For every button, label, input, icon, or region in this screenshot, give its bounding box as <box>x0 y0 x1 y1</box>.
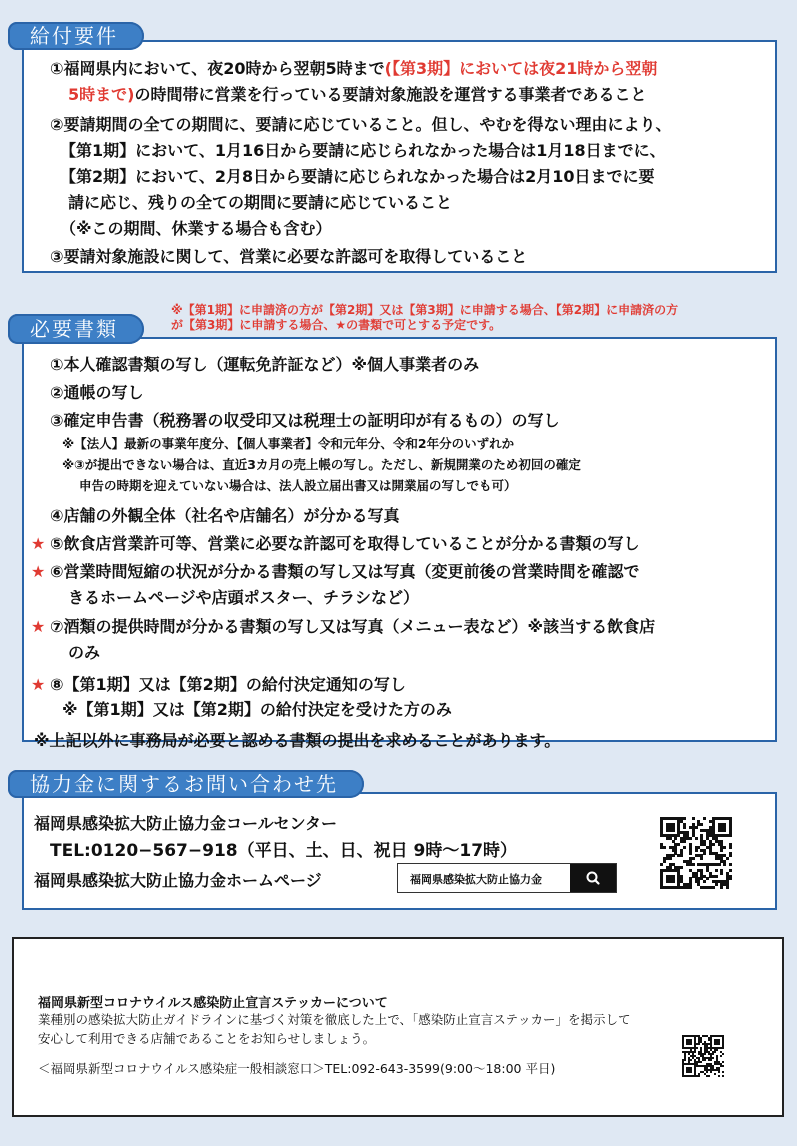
qr-module <box>683 846 686 849</box>
document-8: ★ ⑧【第1期】又は【第2期】の給付決定通知の写し <box>50 672 406 698</box>
qr-module <box>706 877 709 880</box>
qr-module <box>698 1043 700 1045</box>
qr-module <box>674 837 677 840</box>
document-1: ①本人確認書類の写し（運転免許証など）※個人事業者のみ <box>50 355 480 374</box>
qr-module <box>729 846 732 849</box>
qr-module <box>680 866 683 869</box>
sticker-text-1: 業種別の感染拡大防止ガイドラインに基づく対策を徹底した上で、「感染防止宣言ステッカー」を掲示して <box>38 1012 631 1027</box>
document-6-cont: きるホームページや店頭ポスター、チラシなど） <box>68 588 420 607</box>
documents-note: ※【第1期】に申請済の方が【第2期】又は【第3期】に申請する場合、【第2期】に申請済の方 が【第3期】に申請する場合、★の書類で可とする予定です。 <box>171 303 679 332</box>
homepage-search[interactable] <box>397 863 617 893</box>
qr-module <box>723 846 726 849</box>
qr-module <box>729 877 732 880</box>
qr-module <box>718 1075 720 1077</box>
contact-tab: 協力金に関するお問い合わせ先 <box>8 770 364 798</box>
requirement-2-l2: 【第1期】において、1月16日から要請に応じられなかった場合は1月18日までに、 <box>60 141 666 160</box>
qr-module <box>712 1053 714 1055</box>
qr-module <box>722 1047 724 1049</box>
qr-module <box>729 869 732 872</box>
document-4: ④店舗の外観全体（社名や店舗名）が分かる写真 <box>50 506 400 525</box>
qr-module <box>663 860 666 863</box>
qr-module <box>720 1055 722 1057</box>
qr-code-contact <box>660 817 732 889</box>
sticker-text-3: ＜福岡県新型コロナウイルス感染症一般相談窓口＞TEL:092-643-3599(9:00〜18:00 平日) <box>38 1061 556 1076</box>
qr-module <box>683 826 686 829</box>
qr-module <box>715 883 718 886</box>
document-3-note-1: ※【法人】最新の事業年度分、【個人事業者】令和元年分、令和2年分のいずれか <box>62 436 515 451</box>
qr-module <box>684 1059 686 1061</box>
qr-module <box>692 817 695 820</box>
requirement-2-l3: 【第2期】において、2月8日から要請に応じられなかった場合は2月10日までに要 <box>60 167 655 186</box>
qr-module <box>729 834 732 837</box>
qr-code-sticker <box>682 1035 724 1077</box>
qr-module <box>722 1065 724 1067</box>
qr-module <box>689 837 692 840</box>
qr-module <box>695 837 698 840</box>
qr-module <box>694 1051 696 1053</box>
qr-module <box>720 886 723 889</box>
document-3-note-2: ※③が提出できない場合は、直近3カ月の売上帳の写し。ただし、新規開業のため初回の確定 <box>62 457 581 472</box>
requirement-2-l4: 請に応じ、残りの全ての期間に要請に応じていること <box>68 193 453 212</box>
requirement-3: ③要請対象施設に関して、営業に必要な許認可を取得していること <box>50 247 528 266</box>
documents-tab: 必要書類 <box>8 314 144 344</box>
qr-module <box>722 1071 724 1073</box>
qr-module <box>690 1043 692 1045</box>
qr-module <box>720 872 723 875</box>
qr-module <box>722 1053 724 1055</box>
document-7-cont: のみ <box>68 643 101 662</box>
star-icon: ★ <box>31 562 46 581</box>
qr-module <box>726 886 729 889</box>
qr-module <box>726 857 729 860</box>
qr-module <box>660 863 663 866</box>
qr-module <box>672 854 675 857</box>
requirement-1: ①福岡県内において、夜20時から翌朝5時まで(【第3期】においては夜21時から翌朝 <box>50 59 658 78</box>
requirement-1-cont: 5時まで)の時間帯に営業を行っている要請対象施設を運営する事業者であること <box>68 85 647 104</box>
qr-module <box>689 852 692 855</box>
qr-module <box>708 1075 710 1077</box>
requirement-2-l1: ②要請期間の全ての期間に、要請に応じていること。但し、やむを得ない理由により、 <box>50 115 672 134</box>
qr-module <box>669 857 672 860</box>
document-2: ②通帳の写し <box>50 383 144 402</box>
sticker-info-box <box>12 937 784 1117</box>
qr-module <box>690 1071 692 1073</box>
qr-module <box>700 857 703 860</box>
qr-module <box>716 1049 718 1051</box>
qr-module <box>677 843 680 846</box>
call-center: 福岡県感染拡大防止協力金コールセンター <box>34 814 338 833</box>
qr-module <box>715 869 718 872</box>
qr-module <box>703 817 706 820</box>
qr-module <box>712 843 715 846</box>
qr-module <box>729 863 732 866</box>
qr-module <box>680 854 683 857</box>
qr-module <box>703 880 706 883</box>
star-icon: ★ <box>31 675 46 694</box>
qr-module <box>714 1051 716 1053</box>
qr-module <box>710 1059 712 1061</box>
qr-module <box>706 1071 708 1073</box>
homepage-label: 福岡県感染拡大防止協力金ホームページ <box>34 871 322 890</box>
qr-module <box>689 886 692 889</box>
requirements-tab: 給付要件 <box>8 22 144 50</box>
qr-module <box>704 1059 706 1061</box>
tel-number: TEL:0120−567−918（平日、土、日、祝日 9時〜17時） <box>50 841 518 861</box>
qr-module <box>712 886 715 889</box>
requirement-2-l5: （※この期間、休業する場合も含む） <box>60 219 332 238</box>
qr-module <box>683 817 686 820</box>
sticker-title: 福岡県新型コロナウイルス感染防止宣言ステッカーについて <box>38 996 388 1011</box>
document-3: ③確定申告書（税務署の収受印又は税理士の証明印が有るもの）の写し <box>50 411 560 430</box>
qr-module <box>690 1059 692 1061</box>
document-7: ★ ⑦酒類の提供時間が分かる書類の写し又は写真（メニュー表など）※該当する飲食店 <box>50 614 655 640</box>
documents-footer: ※上記以外に事務局が必要と認める書類の提出を求めることがあります。 <box>34 731 561 750</box>
qr-module <box>722 1075 724 1077</box>
document-6: ★ ⑥営業時間短縮の状況が分かる書類の写し又は写真（変更前後の営業時間を確認で <box>50 559 640 585</box>
qr-module <box>715 875 718 878</box>
qr-module <box>663 846 666 849</box>
qr-module <box>718 863 721 866</box>
qr-module <box>720 849 723 852</box>
qr-module <box>696 1047 698 1049</box>
document-5: ★ ⑤飲食店営業許可等、営業に必要な許認可を取得していることが分かる書類の写し <box>50 531 640 557</box>
qr-module <box>718 1071 720 1073</box>
qr-module <box>692 863 695 866</box>
qr-module <box>712 1057 714 1059</box>
star-icon: ★ <box>31 534 46 553</box>
document-8-cont: ※【第1期】又は【第2期】の給付決定を受けた方のみ <box>62 700 452 719</box>
qr-module <box>695 826 698 829</box>
qr-module <box>723 829 726 832</box>
qr-module <box>683 840 686 843</box>
qr-module <box>723 863 726 866</box>
qr-module <box>698 1075 700 1077</box>
qr-module <box>672 829 675 832</box>
qr-module <box>692 857 695 860</box>
star-icon: ★ <box>31 617 46 636</box>
qr-module <box>722 1061 724 1063</box>
qr-module <box>695 849 698 852</box>
qr-module <box>718 1043 720 1045</box>
document-3-note-3: 申告の時期を迎えていない場合は、法人設立届出書又は開業届の写しでも可） <box>79 478 517 493</box>
qr-module <box>700 823 703 826</box>
qr-module <box>729 854 732 857</box>
qr-module <box>710 1071 712 1073</box>
qr-module <box>704 1053 706 1055</box>
search-button[interactable] <box>570 864 616 892</box>
qr-module <box>700 1061 702 1063</box>
sticker-text-2: 安心して利用できる店舗であることをお知らせしましょう。 <box>38 1031 376 1046</box>
search-input[interactable]: 福岡県感染拡大防止協力金 <box>410 873 542 886</box>
qr-module <box>672 880 675 883</box>
qr-module <box>703 852 706 855</box>
search-icon <box>570 864 616 892</box>
qr-module <box>714 1073 716 1075</box>
